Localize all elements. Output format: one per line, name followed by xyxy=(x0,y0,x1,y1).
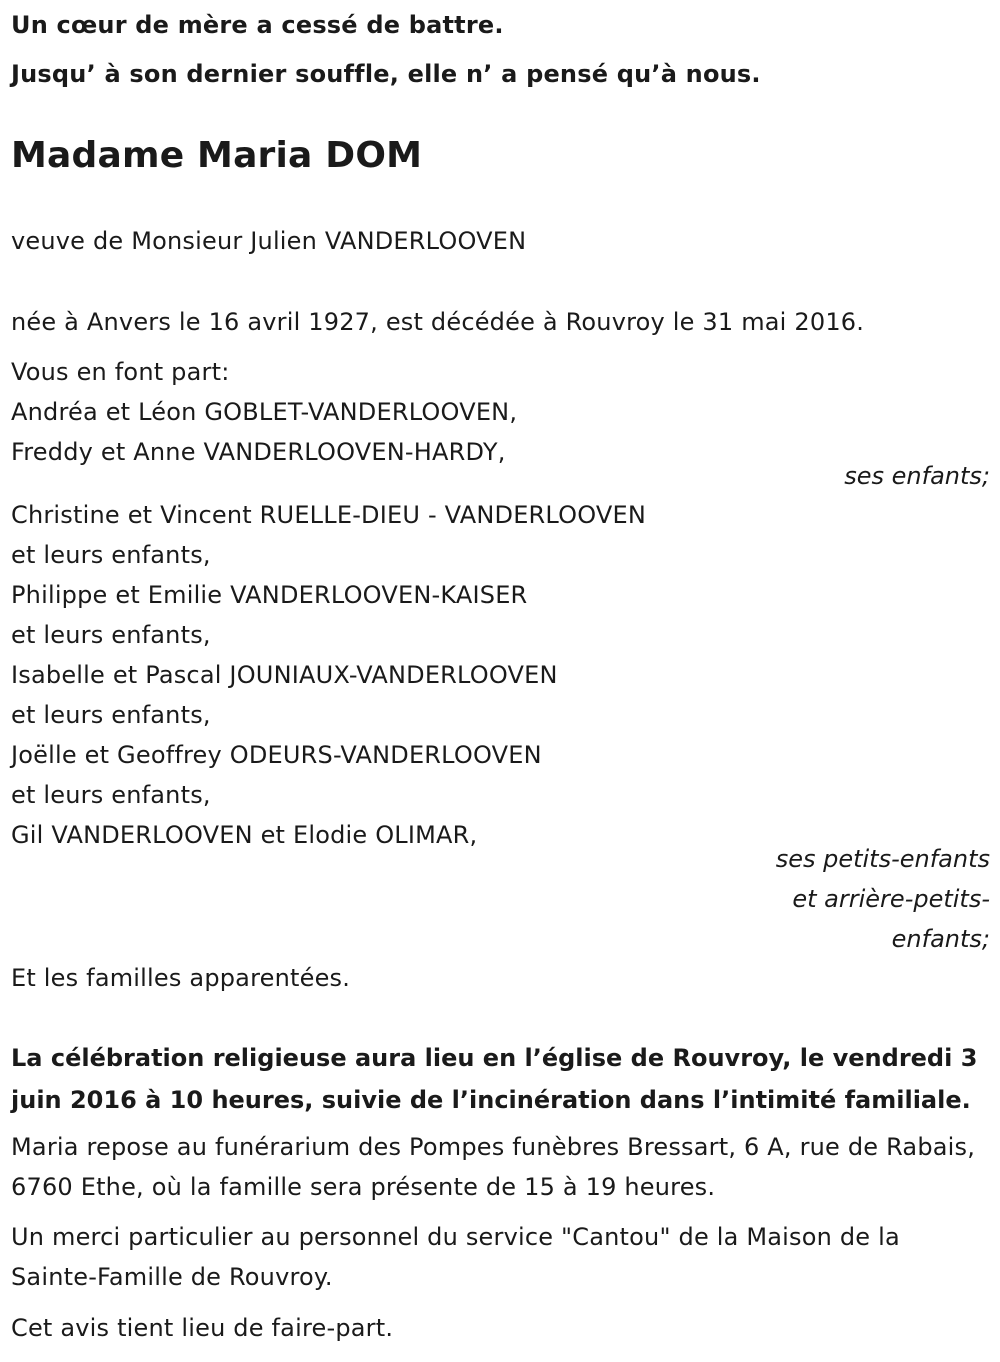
child-1: Andréa et Léon GOBLET-VANDERLOOVEN, xyxy=(11,398,518,426)
widow-of: veuve de Monsieur Julien VANDERLOOVEN xyxy=(11,227,527,255)
deceased-name: Madame Maria DOM xyxy=(11,135,423,176)
child-2: Freddy et Anne VANDERLOOVEN-HARDY, xyxy=(11,438,506,466)
grandchildren-label-2: et arrière-petits- xyxy=(792,885,990,913)
header-line-2: Jusqu’ à son dernier souffle, elle n’ a pensé qu’à nous. xyxy=(11,60,761,88)
children-label: ses enfants; xyxy=(844,462,990,490)
grandchild-3: Isabelle et Pascal JOUNIAUX-VANDERLOOVEN xyxy=(11,661,558,689)
grandchild-1-children: et leurs enfants, xyxy=(11,541,211,569)
grandchild-2-children: et leurs enfants, xyxy=(11,621,211,649)
grandchild-2: Philippe et Emilie VANDERLOOVEN-KAISER xyxy=(11,581,528,609)
header-line-1: Un cœur de mère a cessé de battre. xyxy=(11,11,504,39)
ceremony-celebration: La célébration religieuse aura lieu en l’église de Rouvroy, le vendredi 3 juin 2016 à 10 heures, suivie de l’incinération dans l’intimité familiale. xyxy=(11,1044,978,1114)
families-text: Et les familles apparentées. xyxy=(11,964,351,992)
grandchild-4: Joëlle et Geoffrey ODEURS-VANDERLOOVEN xyxy=(11,741,542,769)
grandchildren-label-3: enfants; xyxy=(891,925,990,953)
grandchildren-label-1: ses petits-enfants xyxy=(775,845,990,873)
closing-text: Cet avis tient lieu de faire-part. xyxy=(11,1314,394,1342)
grandchild-3-children: et leurs enfants, xyxy=(11,701,211,729)
grandchild-5: Gil VANDERLOOVEN et Elodie OLIMAR, xyxy=(11,821,478,849)
ceremony-funerarium: Maria repose au funérarium des Pompes funèbres Bressart, 6 A, rue de Rabais, 6760 Ethe, où la famille sera présente de 15 à 19 heures. xyxy=(11,1133,976,1201)
birth-death: née à Anvers le 16 avril 1927, est décédée à Rouvroy le 31 mai 2016. xyxy=(11,308,865,336)
intro-text: Vous en font part: xyxy=(11,358,230,386)
ceremony-thanks: Un merci particulier au personnel du service "Cantou" de la Maison de la Sainte-Famille de Rouvroy. xyxy=(11,1223,900,1291)
grandchild-1: Christine et Vincent RUELLE-DIEU - VANDERLOOVEN xyxy=(11,501,647,529)
grandchild-4-children: et leurs enfants, xyxy=(11,781,211,809)
